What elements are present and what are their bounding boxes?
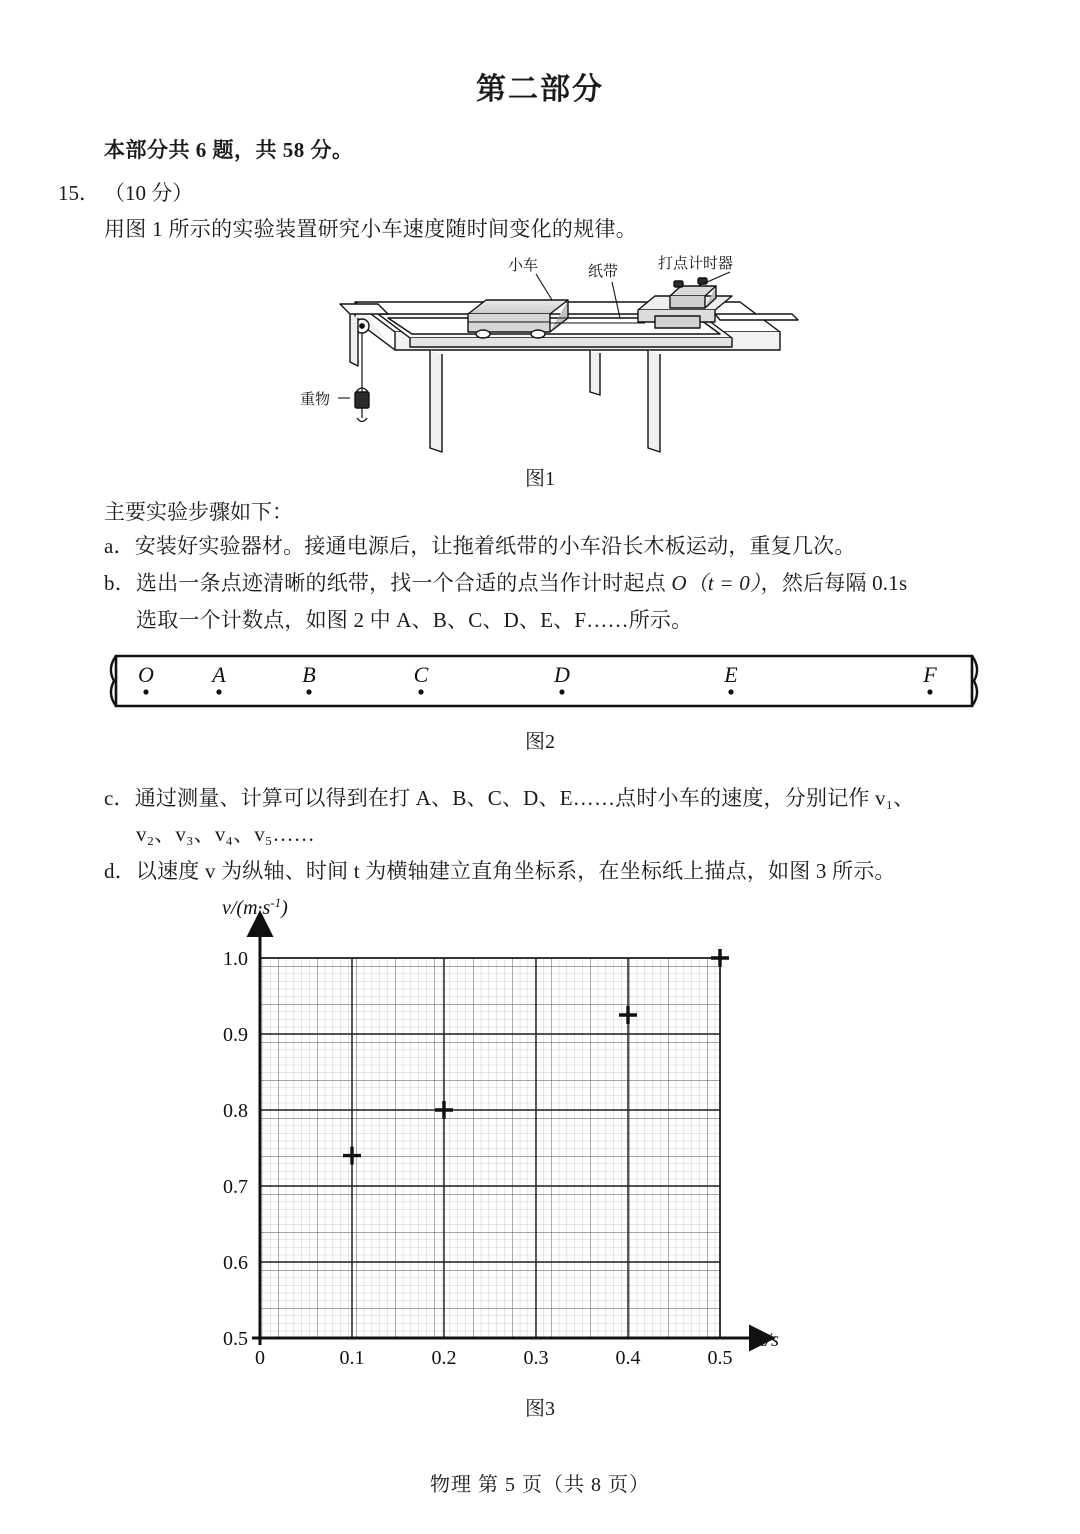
question-stem: 用图 1 所示的实验装置研究小车速度随时间变化的规律。 <box>104 217 638 241</box>
figure-vt-graph <box>200 890 800 1390</box>
tape-point-label-O: O <box>138 662 154 687</box>
tape-point-label-A: A <box>212 662 226 687</box>
y-tick-0.9: 0.9 <box>223 1024 248 1046</box>
step-c-line2: v₂、v₃、v₄、v₅…… <box>136 822 315 846</box>
y-tick-0.6: 0.6 <box>223 1252 248 1274</box>
fig1-label-tape: 纸带 <box>588 263 619 280</box>
figure-apparatus <box>300 252 800 462</box>
page-footer: 物理 第 5 页（共 8 页） <box>430 1474 650 1496</box>
y-tick-0.5: 0.5 <box>223 1328 248 1350</box>
step-b-line1 <box>104 567 1004 597</box>
x-tick-0.3: 0.3 <box>523 1347 549 1369</box>
fig1-label-timer: 打点计时器 <box>658 255 734 272</box>
x-axis-label: t/s <box>760 1329 779 1351</box>
tape-dot-E <box>728 689 733 694</box>
y-tick-0.7: 0.7 <box>223 1176 248 1198</box>
tape-point-label-F: F <box>923 662 937 687</box>
step-b-symbol-o: O <box>671 571 687 595</box>
fig1-label-weight: 重物 <box>300 391 331 408</box>
y-axis-label: $v/(m\cdot s^{-1})$ <box>222 894 288 919</box>
steps-lead: 主要实验步骤如下： <box>104 500 293 524</box>
x-tick-0: 0 <box>255 1347 265 1369</box>
tape-point-label-C: C <box>413 662 429 687</box>
y-tick-1.0: 1.0 <box>223 948 248 970</box>
step-b-text-pre: b．选出一条点迹清晰的纸带，找一个合适的点当作计时起点 <box>104 571 672 595</box>
step-b-paren: （t = 0） <box>686 571 761 595</box>
page-title: 第二部分 <box>476 73 604 106</box>
x-tick-0.5: 0.5 <box>707 1347 733 1369</box>
figure1-caption: 图1 <box>525 468 555 490</box>
tape-dot-C <box>418 689 423 694</box>
part-note: 本部分共 6 题，共 58 分。 <box>104 138 354 162</box>
tape-dot-O <box>143 689 148 694</box>
step-d: d．以速度 v 为纵轴、时间 t 为横轴建立直角坐标系，在坐标纸上描点，如图 3 所示。 <box>104 859 896 883</box>
tape-point-label-B: B <box>302 662 316 687</box>
x-tick-0.2: 0.2 <box>431 1347 457 1369</box>
question-number: 15． <box>58 181 100 205</box>
figure2-caption: 图2 <box>525 731 555 753</box>
step-a: a．安装好实验器材。接通电源后，让拖着纸带的小车沿长木板运动，重复几次。 <box>104 534 856 558</box>
question-points: （10 分） <box>104 181 194 205</box>
fig1-label-cart: 小车 <box>508 257 539 274</box>
x-tick-0.4: 0.4 <box>615 1347 641 1369</box>
step-b-line2: 选取一个计数点，如图 2 中 A、B、C、D、E、F……所示。 <box>136 608 693 632</box>
step-b-text-post: ，然后每隔 0.1s <box>760 571 908 595</box>
y-tick-0.8: 0.8 <box>223 1100 248 1122</box>
figure3-caption: 图3 <box>525 1398 555 1420</box>
tape-dot-B <box>306 689 311 694</box>
tape-dot-F <box>927 689 932 694</box>
tape-point-label-E: E <box>724 662 738 687</box>
tape-dot-D <box>559 689 564 694</box>
figure-paper-tape <box>104 650 984 712</box>
x-tick-0.1: 0.1 <box>339 1347 365 1369</box>
step-c-line1: c．通过测量、计算可以得到在打 A、B、C、D、E……点时小车的速度，分别记作 v₁、 <box>104 786 915 810</box>
tape-point-label-D: D <box>554 662 570 687</box>
tape-dot-A <box>216 689 221 694</box>
